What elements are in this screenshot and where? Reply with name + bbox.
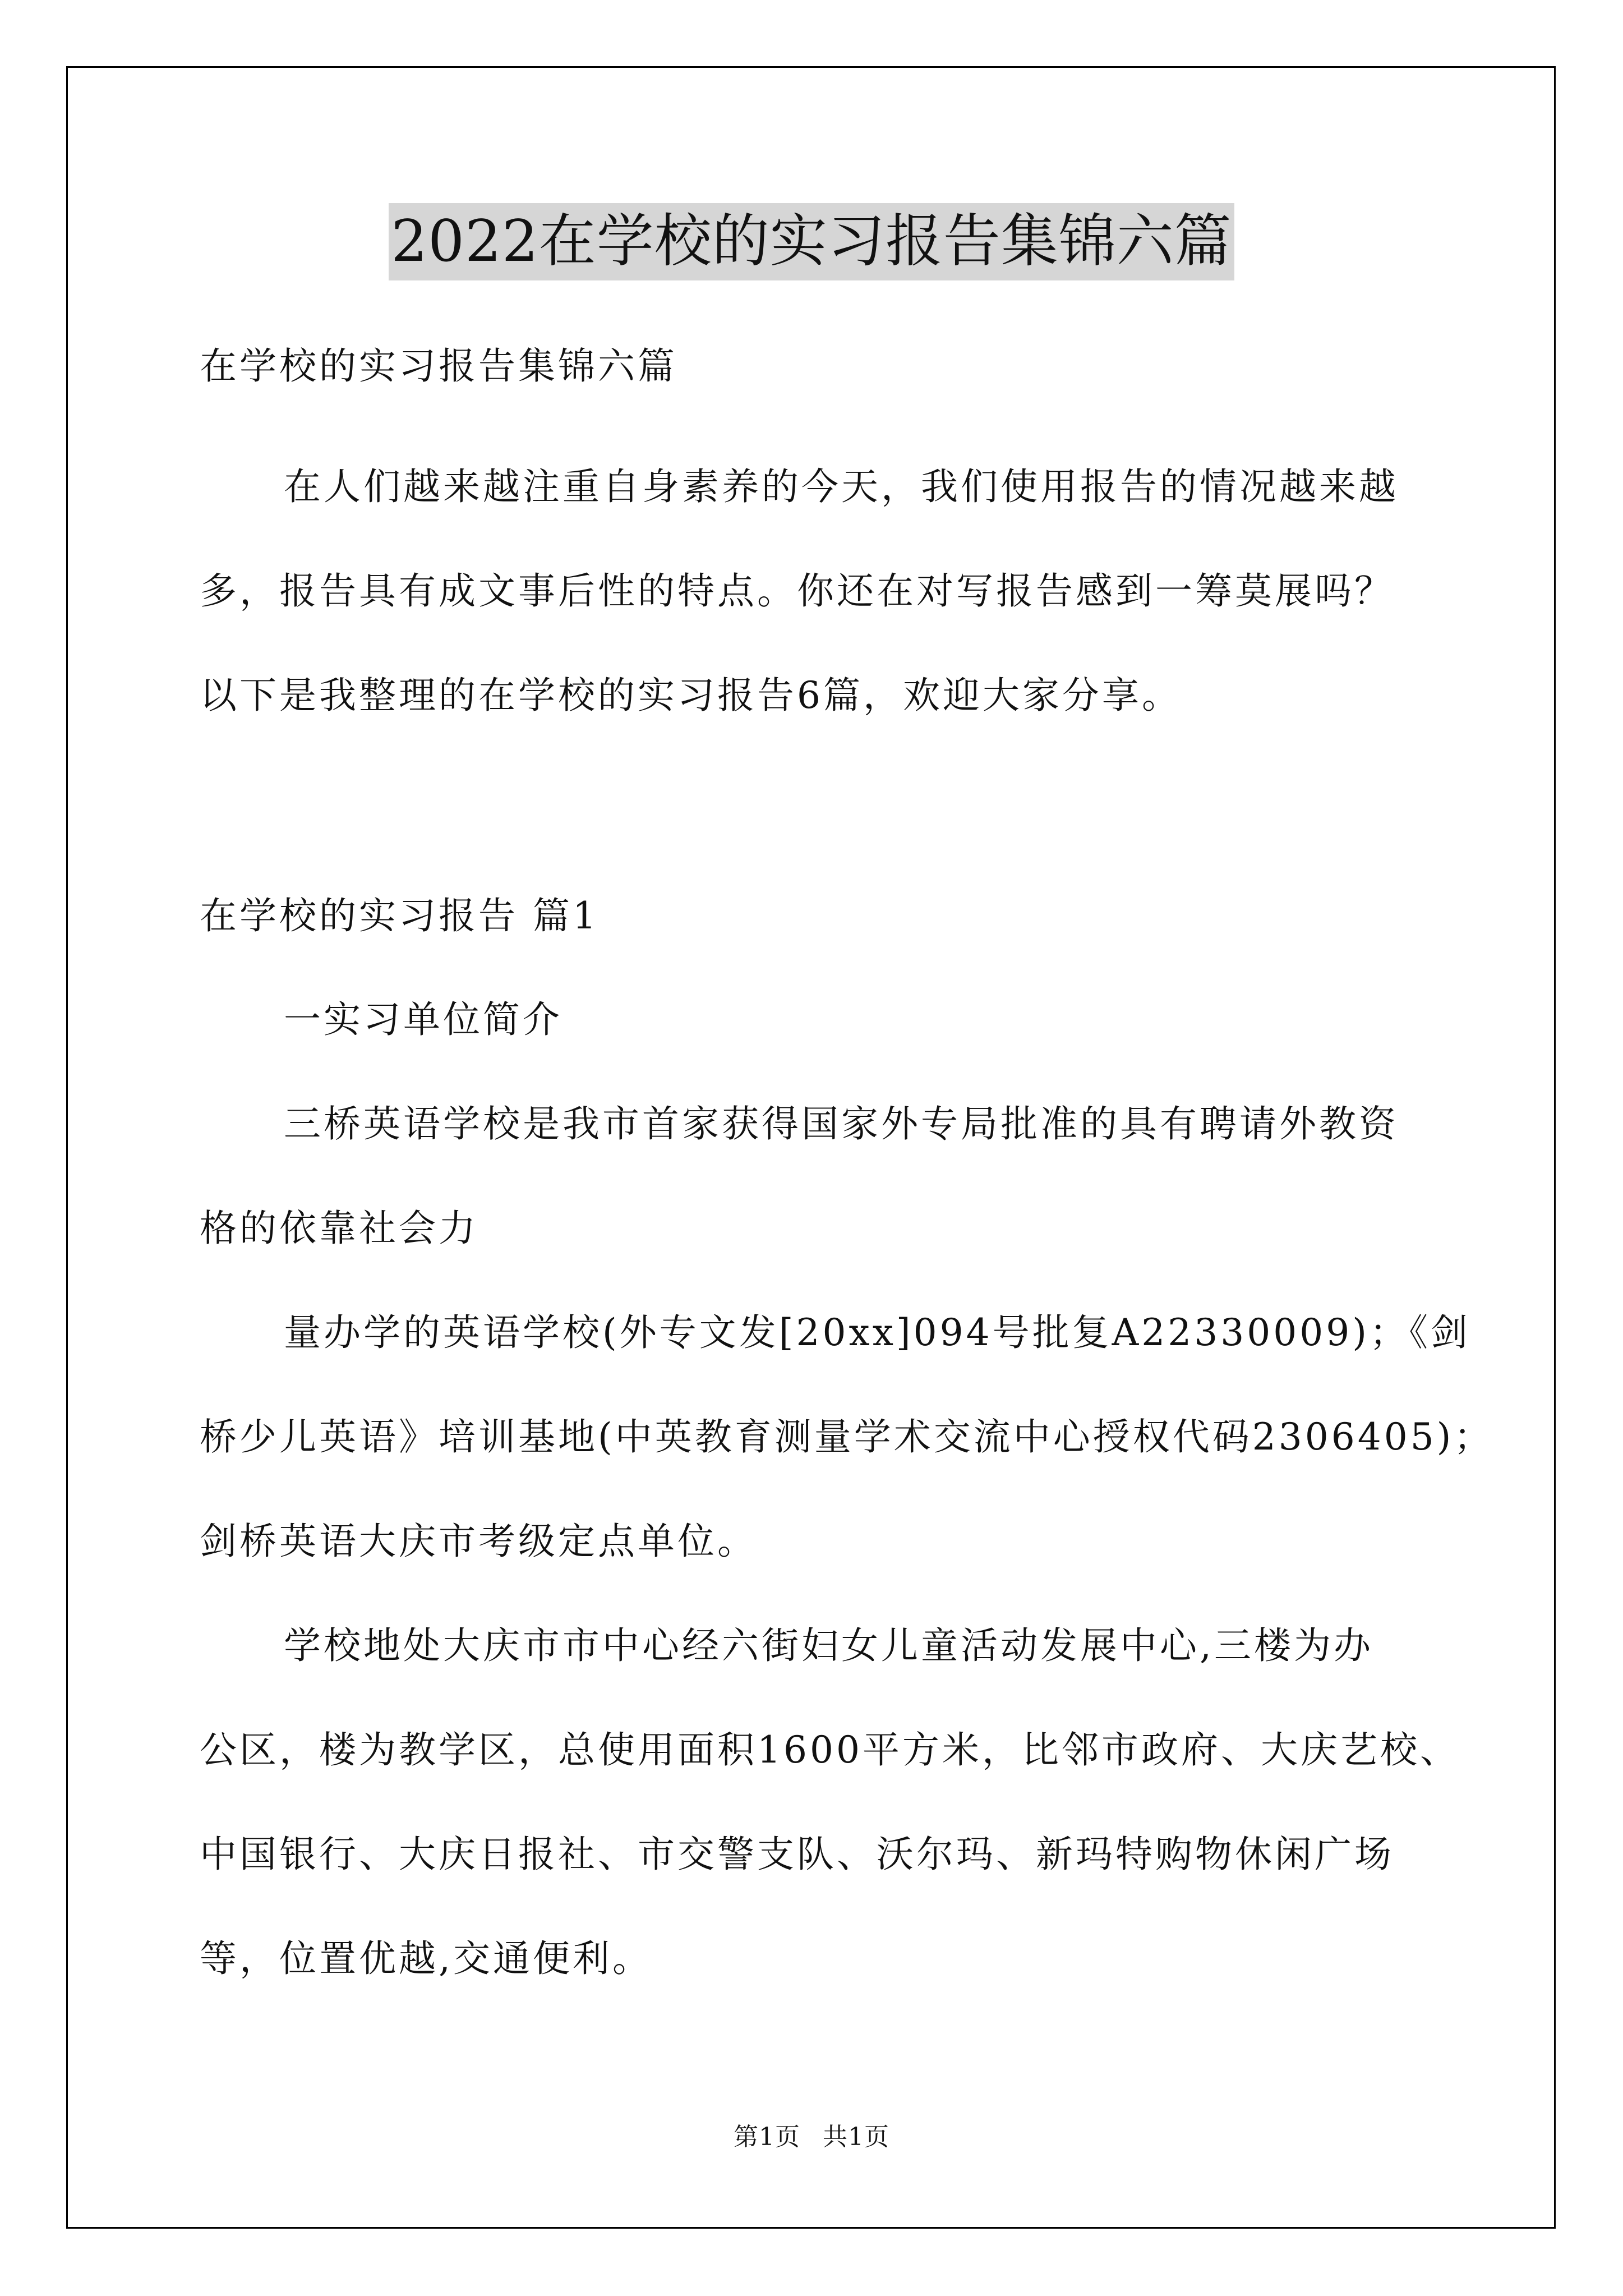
paragraph-line: 桥少儿英语》培训基地(中英教育测量学术交流中心授权代码2306405)；: [200, 1415, 1494, 1458]
paragraph-line: 格的依靠社会力: [200, 1207, 478, 1250]
title-container: [0, 203, 1623, 280]
paragraph-line: 中国银行、大庆日报社、市交警支队、沃尔玛、新玛特购物休闲广场: [200, 1833, 1394, 1876]
paragraph-line: 学校地处大庆市市中心经六街妇女儿童活动发展中心,三楼为办: [284, 1624, 1373, 1667]
section-heading-text: 在学校的实习报告 篇1: [200, 894, 599, 937]
subtitle-text: 在学校的实习报告集锦六篇: [200, 344, 677, 388]
intro-line: 以下是我整理的在学校的实习报告6篇，欢迎大家分享。: [200, 674, 1182, 717]
paragraph-line: 三桥英语学校是我市首家获得国家外专局批准的具有聘请外教资: [284, 1102, 1399, 1145]
paragraph-line: 公区，楼为教学区，总使用面积1600平方米，比邻市政府、大庆艺校、: [200, 1728, 1460, 1772]
intro-paragraph: [200, 435, 1433, 748]
school-intro-paragraph: [200, 1072, 1433, 1281]
intro-line: 在人们越来越注重自身素养的今天，我们使用报告的情况越来越: [284, 465, 1399, 508]
paragraph-line: 等，位置优越,交通便利。: [200, 1937, 652, 1980]
page-number-total: 共1页: [823, 2123, 889, 2151]
section-item-text: 一实习单位简介: [284, 998, 562, 1041]
paragraph-line: 剑桥英语大庆市考级定点单位。: [200, 1520, 757, 1563]
document-subtitle: [200, 314, 1433, 418]
page-footer: [0, 2120, 1623, 2154]
section-item: [200, 968, 1433, 1072]
school-credentials-paragraph: [200, 1281, 1494, 1594]
section-heading: [200, 864, 1433, 968]
document-title: 2022在学校的实习报告集锦六篇: [389, 203, 1234, 280]
school-location-paragraph: [200, 1594, 1460, 2011]
intro-line: 多，报告具有成文事后性的特点。你还在对写报告感到一筹莫展吗？: [200, 569, 1394, 613]
page-number-current: 第1页: [734, 2123, 800, 2151]
paragraph-line: 量办学的英语学校(外专文发[20xx]094号批复A22330009)；《剑: [284, 1311, 1470, 1354]
